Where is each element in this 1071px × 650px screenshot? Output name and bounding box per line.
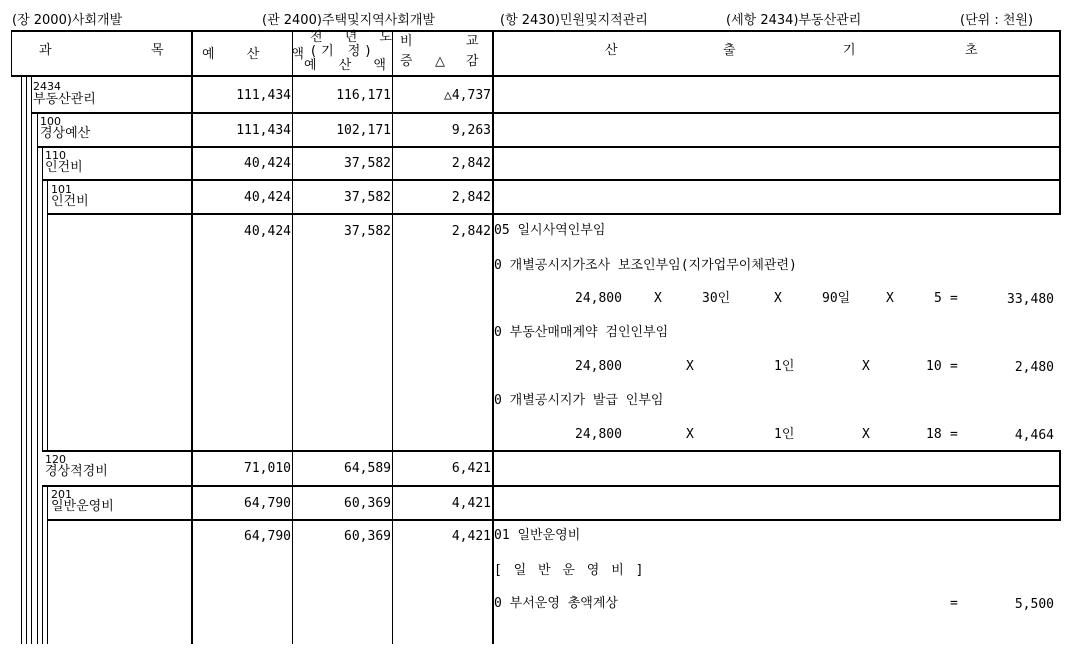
calc3-mult: 18 [926, 427, 942, 442]
tree-line-5a [42, 148, 43, 452]
header-hang: (항 2430)민원및지적관리 [500, 13, 648, 28]
row-name: 일반운영비 [51, 499, 114, 514]
calc2-eq: = [950, 359, 958, 374]
row-prev: 64,589 [344, 461, 391, 476]
calc2-mult: 10 [926, 359, 942, 374]
tree-line-2 [26, 77, 27, 644]
row-prev: 60,369 [344, 529, 391, 544]
calc2-x1: X [686, 359, 694, 374]
col-divider-prev [292, 30, 293, 644]
row-prev: 37,582 [344, 190, 391, 205]
basis-a-item1: 0 개별공시지가조사 보조인부임(지가업무이체관련) [494, 258, 797, 273]
calc2-people: 1인 [774, 359, 795, 374]
col-cmp-label-3: 증 [400, 54, 413, 69]
row-name: 인건비 [45, 160, 83, 175]
row7-right [1059, 486, 1061, 521]
col-basis-label-3: 기 [843, 43, 856, 58]
col-cmp-label-1: 비 [400, 34, 413, 49]
row-sep-3 [42, 179, 1060, 181]
col-basis-label-1: 산 [605, 43, 618, 58]
table-top-border [11, 30, 1060, 32]
basis-b-eq: = [950, 596, 958, 611]
row6-right [1059, 450, 1061, 486]
col-prev-label-2: (기 정) [311, 44, 376, 59]
row-budget: 71,010 [244, 461, 291, 476]
col-gwamok-label-2: 목 [151, 43, 164, 58]
calc2-x2: X [862, 359, 870, 374]
row-sep-1 [31, 112, 1060, 114]
row-budget: 111,434 [236, 88, 291, 103]
col-divider-cmp [392, 30, 393, 644]
row3-right [1059, 148, 1061, 181]
basis-a-title: 05 일시사역인부임 [494, 223, 606, 238]
calc1-eq: = [950, 291, 958, 306]
col-prev-label-1: 전 년 도 [310, 30, 401, 45]
row-name: 경상적경비 [45, 464, 108, 479]
row-diff: △4,737 [444, 88, 491, 103]
row-diff: 4,421 [451, 529, 491, 544]
basis-b-title: 01 일반운영비 [494, 528, 581, 543]
header-left-border [11, 30, 12, 77]
basis-b-sub: [ 일 반 운 영 비 ] [494, 563, 646, 578]
header-gwan: (관 2400)주택및지역사회개발 [262, 13, 435, 28]
row-budget: 64,790 [244, 529, 291, 544]
row-budget: 40,424 [244, 190, 291, 205]
row-prev: 60,369 [344, 496, 391, 511]
row-diff: 2,842 [451, 190, 491, 205]
row-code: 120 [45, 453, 66, 466]
calc1-people: 30인 [702, 291, 731, 306]
row-budget: 111,434 [236, 123, 291, 138]
row-sep-6 [42, 485, 1060, 487]
basis-a-item2: 0 부동산매매계약 검인인부임 [494, 325, 669, 340]
calc1-unit: 24,800 [575, 291, 622, 306]
row-sep-2 [37, 146, 1060, 148]
calc3-total: 4,464 [1014, 428, 1054, 443]
row-prev: 102,171 [336, 123, 391, 138]
row-diff: 9,263 [451, 123, 491, 138]
calc1-days: 90일 [822, 291, 851, 306]
tree-line-6a [47, 180, 48, 452]
row-code: 101 [51, 183, 72, 196]
calc1-x1: X [654, 291, 662, 306]
calc3-x2: X [862, 427, 870, 442]
calc1-x2: X [774, 291, 782, 306]
basis-a-item3: 0 개별공시지가 발급 인부임 [494, 393, 664, 408]
row-code: 201 [51, 488, 72, 501]
row-budget: 40,424 [244, 224, 291, 239]
row-diff: 6,421 [451, 461, 491, 476]
row-budget: 40,424 [244, 156, 291, 171]
row-code: 2434 [33, 80, 61, 93]
row-sep-7 [47, 519, 1060, 521]
calc2-total: 2,480 [1014, 360, 1054, 375]
basis-b-total: 5,500 [1014, 597, 1054, 612]
row1-right [1059, 77, 1061, 114]
col-divider-budget [191, 30, 193, 644]
header-right-border [1059, 30, 1061, 77]
row-code: 110 [45, 149, 66, 162]
calc2-unit: 24,800 [575, 359, 622, 374]
col-cmp-label-2: 교 [466, 34, 479, 49]
col-cmp-label-4: △ [435, 54, 445, 69]
col-prev-label-3: 예 산 액 [304, 58, 395, 73]
row-sep-4 [47, 213, 1060, 215]
calc3-unit: 24,800 [575, 427, 622, 442]
row-name: 부동산관리 [33, 92, 96, 107]
row-prev: 37,582 [344, 156, 391, 171]
row-name: 경상예산 [40, 126, 91, 141]
row-prev: 116,171 [336, 88, 391, 103]
row-diff: 2,842 [451, 156, 491, 171]
calc1-mult: 5 [934, 291, 942, 306]
row-name: 인건비 [51, 194, 89, 209]
col-basis-label-2: 출 [723, 43, 736, 58]
header-sehang: (세항 2434)부동산관리 [726, 13, 862, 28]
col-budget-label: 예 산 액 [202, 47, 318, 62]
row-code: 100 [40, 115, 61, 128]
tree-line-1 [21, 77, 22, 644]
calc3-people: 1인 [774, 427, 795, 442]
header-unit: (단위 : 천원) [960, 13, 1034, 28]
header-bottom-border [11, 75, 1060, 77]
tree-line-5b [42, 486, 43, 644]
row-diff: 2,842 [451, 224, 491, 239]
tree-line-6b [47, 486, 48, 644]
row2-right [1059, 114, 1061, 148]
row-sep-5 [42, 450, 1060, 452]
calc1-x3: X [886, 291, 894, 306]
row-diff: 4,421 [451, 496, 491, 511]
calc1-total: 33,480 [1007, 292, 1054, 307]
row4-right [1059, 181, 1061, 215]
basis-b-item1: 0 부서운영 총액계상 [494, 596, 618, 611]
row-prev: 37,582 [344, 224, 391, 239]
tree-line-3 [31, 77, 32, 644]
tree-line-4 [37, 114, 38, 644]
header-jang: (장 2000)사회개발 [12, 13, 123, 28]
row-budget: 64,790 [244, 496, 291, 511]
calc3-eq: = [950, 427, 958, 442]
col-basis-label-4: 초 [965, 43, 978, 58]
col-cmp-label-5: 감 [466, 54, 479, 69]
calc3-x1: X [686, 427, 694, 442]
budget-table [11, 30, 1060, 644]
col-gwamok-label-1: 과 [39, 43, 52, 58]
